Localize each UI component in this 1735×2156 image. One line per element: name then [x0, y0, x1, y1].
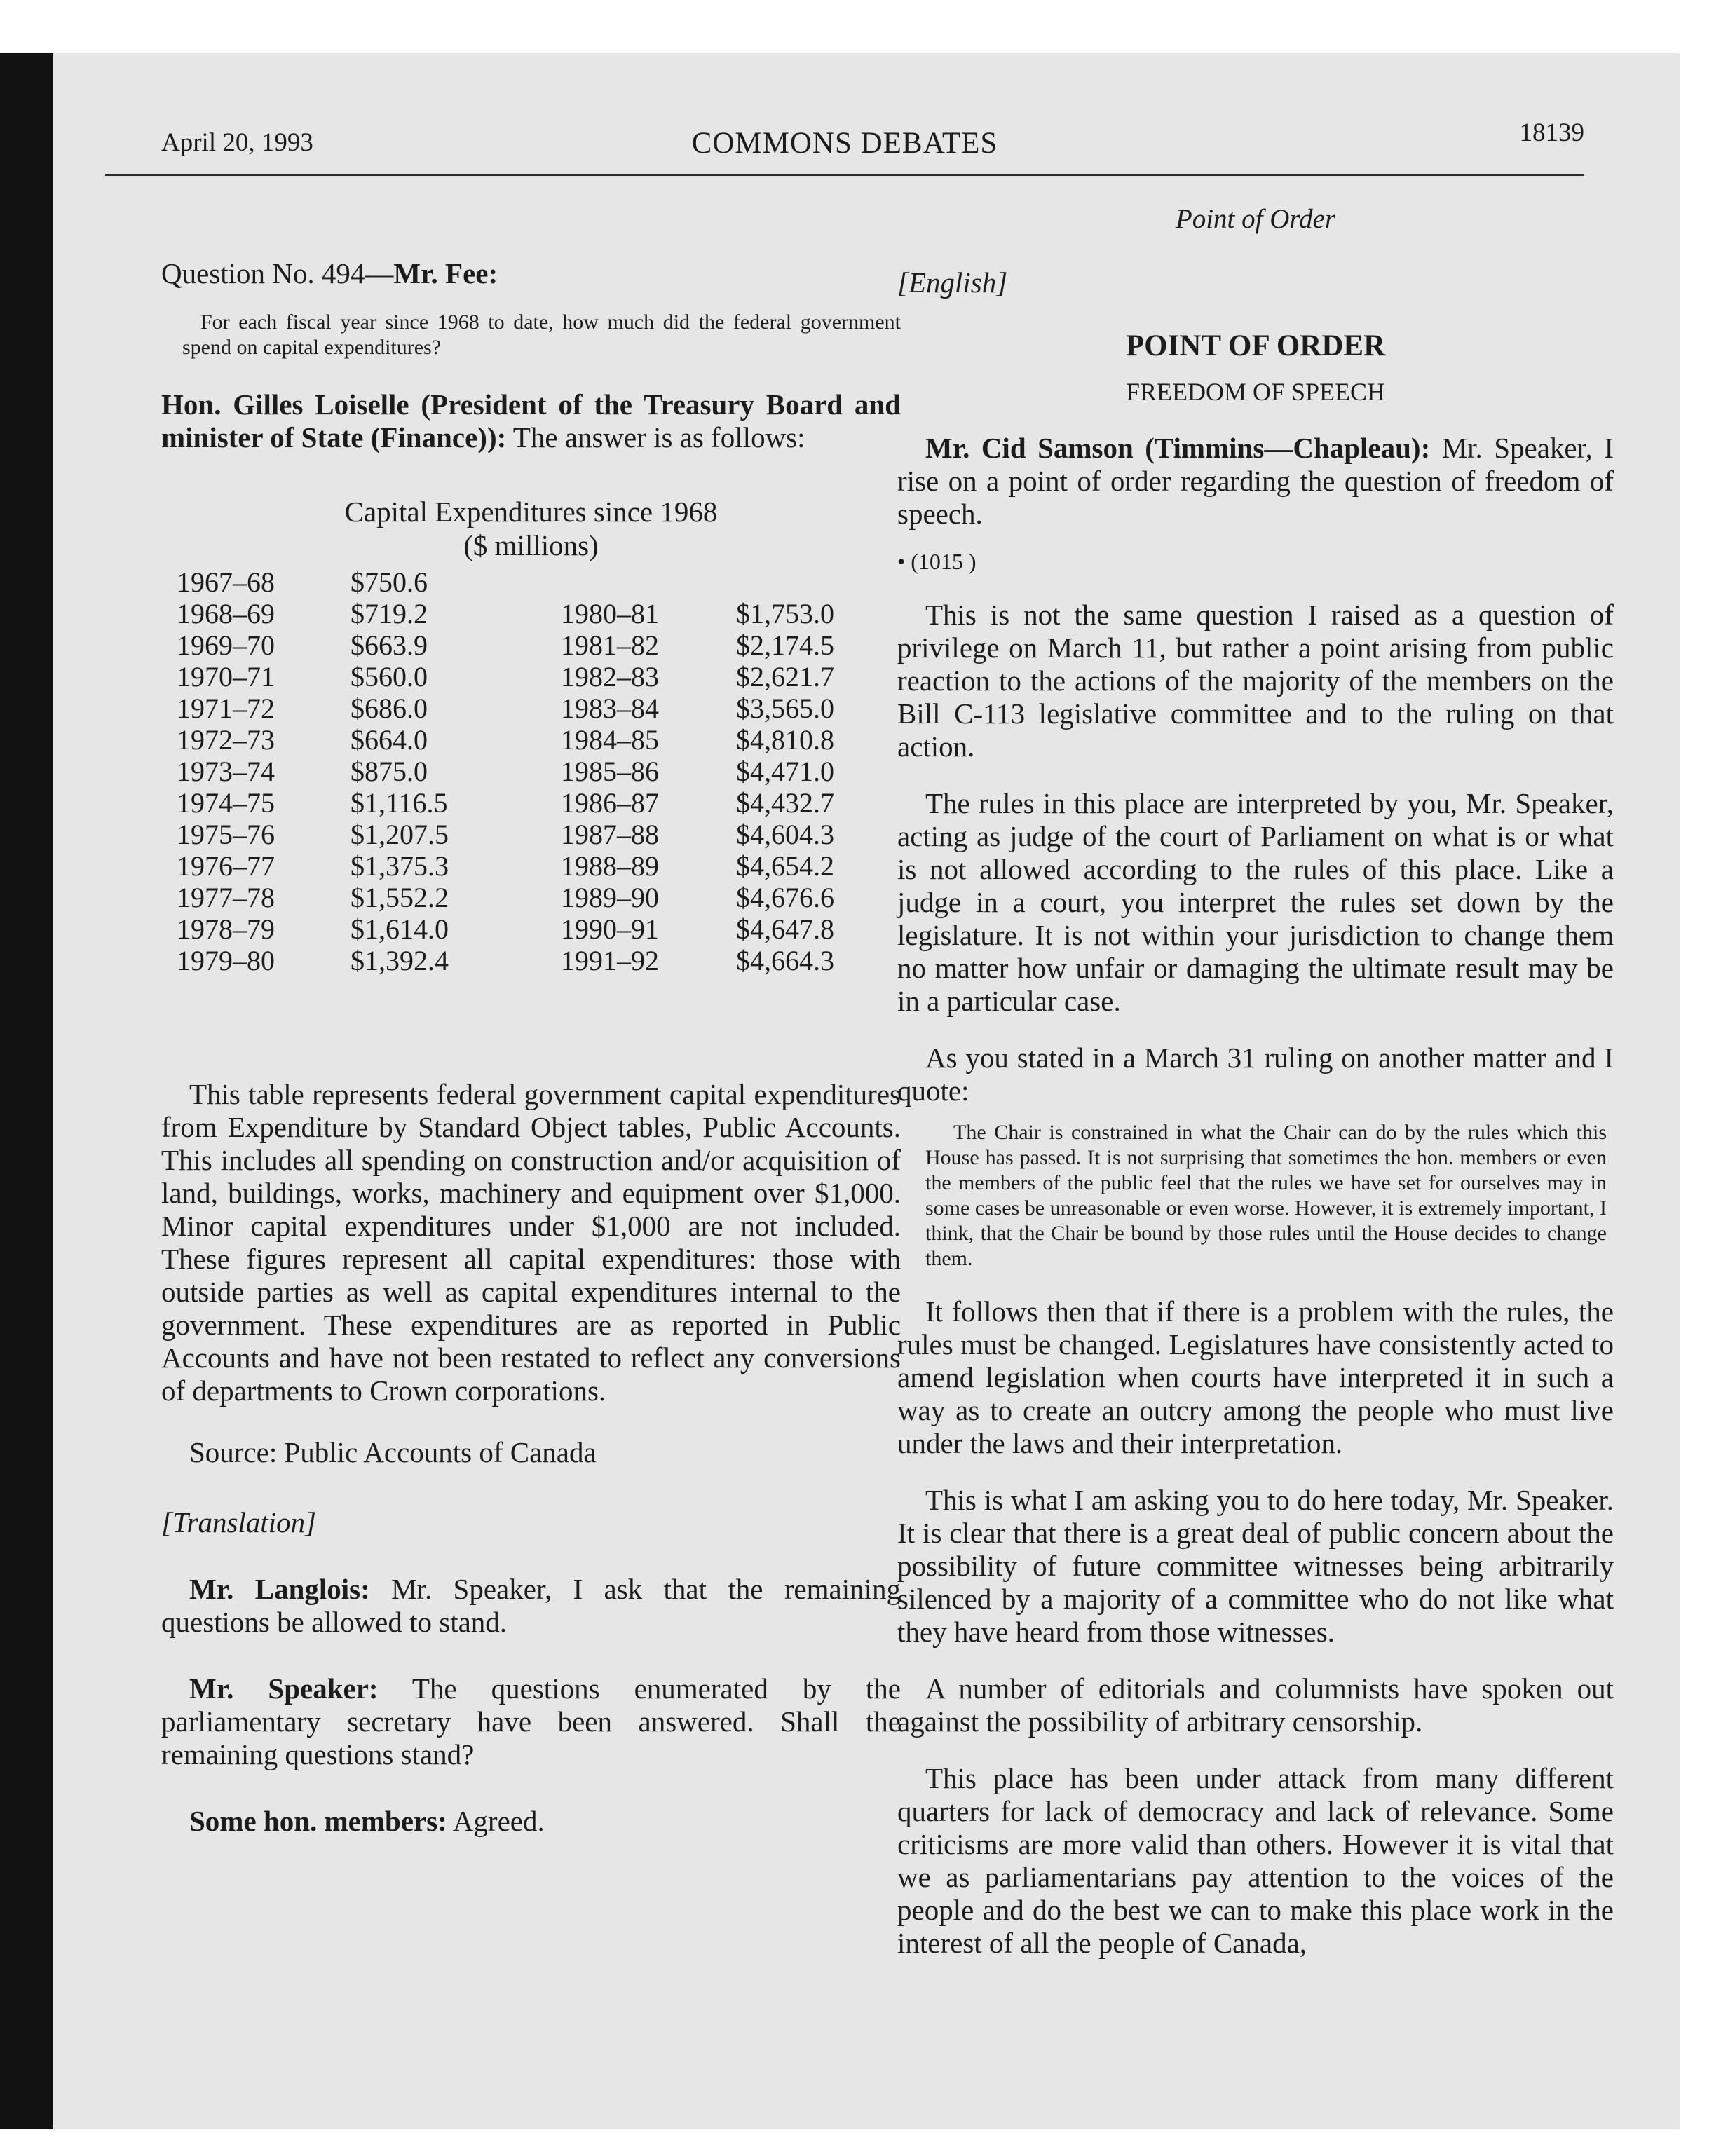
table-cell-year: 1969–70: [177, 629, 275, 661]
table-cell-year: 1989–90: [561, 882, 659, 913]
header-title: COMMONS DEBATES: [691, 127, 998, 160]
section-header: Point of Order: [1175, 204, 1336, 234]
table-cell-amount: $663.9: [351, 629, 428, 661]
table-cell-year: 1971–72: [177, 692, 275, 724]
table-cell-amount: $1,614.0: [351, 913, 449, 945]
paragraph-2: The rules in this place are interpreted by you, Mr. Speaker, acting as judge of the court of Parliament on what is or what is not allowed according to the rules of this place. Like a judge in a court, you interpret the rules set down by the legislature. It is not within your jurisdiction to change them no matter how unfair or damaging the ultimate result may be in a particular case.: [897, 787, 1614, 1017]
table-cell-amount: $4,664.3: [736, 945, 834, 976]
table-cell-year: 1973–74: [177, 756, 275, 787]
speaker-text: The questions enumerated by the parliamentary secretary have been answered. Shall the remaining questions stand?: [161, 1672, 901, 1770]
table-row: [161, 945, 901, 976]
translation-label: [Translation]: [161, 1506, 317, 1538]
speaker-speech: [161, 1672, 901, 1771]
table-cell-year: 1976–77: [177, 850, 275, 882]
table-cell-year: 1977–78: [177, 882, 275, 913]
table-cell-year: 1981–82: [561, 629, 659, 661]
paragraph-5: This is what I am asking you to do here today, Mr. Speaker. It is clear that there is a great deal of public concern about the possibility of future committee witnesses being arbitrarily silenced by a majority of a committee who do not like what they have heard from those witnesses.: [897, 1484, 1614, 1648]
table-row: [161, 787, 901, 819]
paragraph-6: A number of editorials and columnists have spoken out against the possibility of arbitrary censorship.: [897, 1672, 1614, 1738]
section-subtitle: FREEDOM OF SPEECH: [1125, 378, 1386, 406]
table-row: [161, 913, 901, 945]
table-cell-year: 1987–88: [561, 819, 659, 850]
langlois-speaker: Mr. Langlois:: [189, 1573, 370, 1605]
page-number: 18139: [1519, 118, 1584, 147]
samson-speech: [897, 432, 1614, 531]
paragraph-4: It follows then that if there is a problem with the rules, the rules must be changed. Legislatures have consistently acted to amend legislation when courts have interpreted it in such a way as to create an outcry among the people who must live under the laws and their interpretation.: [897, 1295, 1614, 1459]
table-cell-amount: $4,471.0: [736, 756, 834, 787]
table-cell-amount: $875.0: [351, 756, 428, 787]
header-date: April 20, 1993: [161, 128, 313, 157]
table-cell-year: 1991–92: [561, 945, 659, 976]
table-cell-amount: $4,432.7: [736, 787, 834, 819]
right-column: [897, 175, 1614, 1960]
table-cell-amount: $2,174.5: [736, 629, 834, 661]
table-cell-year: 1988–89: [561, 850, 659, 882]
langlois-speech: [161, 1573, 901, 1639]
table-cell-year: 1986–87: [561, 787, 659, 819]
table-cell-year: 1968–69: [177, 598, 275, 629]
table-cell-amount: $664.0: [351, 724, 428, 756]
left-column: [161, 175, 901, 1838]
quote-block: The Chair is constrained in what the Chair can do by the rules which this House has passed. It is not surprising that sometimes the hon. members or even the members of the public feel that the rules we have set for ourselves may in some cases be unreasonable or even worse. However, it is extremely important, I think, that the Chair be bound by those rules until the House decides to change them.: [925, 1121, 1607, 1270]
table-cell-year: 1979–80: [177, 945, 275, 976]
table-note: This table represents federal government capital expenditures from Expenditure by Standard Object tables, Public Accounts. This includes all spending on construction and/or acquisition of land, buildings, works, machinery and equipment over $1,000. Minor capital expenditures under $1,000 are not included. These figures represent all capital expenditures: those with outside parties as well as capital expenditures internal to the government. These expenditures are as reported in Public Accounts and have not been restated to reflect any conversions of departments to Crown corporations.: [161, 1078, 901, 1407]
table-cell-amount: $686.0: [351, 692, 428, 724]
table-cell-amount: $719.2: [351, 598, 428, 629]
scan-border: [0, 53, 53, 2129]
table-row: [161, 661, 901, 692]
table-title: Capital Expenditures since 1968: [344, 496, 718, 528]
table-row: [161, 819, 901, 850]
answer-speaker: Hon. Gilles Loiselle (President of the Treasury Board and minister of State (Finance)):: [161, 388, 901, 453]
table-cell-amount: $1,753.0: [736, 598, 834, 629]
langlois-text: Mr. Speaker, I ask that the remaining questions be allowed to stand.: [161, 1573, 901, 1638]
section-title: POINT OF ORDER: [1125, 329, 1386, 362]
table-cell-year: 1975–76: [177, 819, 275, 850]
table-row: [161, 882, 901, 913]
question-text: For each fiscal year since 1968 to date, how much did the federal government spend on capital expenditures?: [182, 311, 901, 359]
table-cell-amount: $4,604.3: [736, 819, 834, 850]
samson-speaker: Mr. Cid Samson (Timmins—Chapleau):: [925, 432, 1431, 464]
table-cell-amount: $750.6: [351, 566, 428, 598]
table-row: [161, 756, 901, 787]
table-row: [161, 629, 901, 661]
table-cell-amount: $1,552.2: [351, 882, 449, 913]
time-mark: • (1015 ): [897, 549, 977, 574]
table-cell-year: 1984–85: [561, 724, 659, 756]
table-cell-amount: $3,565.0: [736, 692, 834, 724]
table-cell-amount: $1,116.5: [351, 787, 448, 819]
table-cell-amount: $4,654.2: [736, 850, 834, 882]
table-cell-year: 1980–81: [561, 598, 659, 629]
paragraph-3: As you stated in a March 31 ruling on another matter and I quote:: [897, 1042, 1614, 1107]
english-label: [English]: [897, 266, 1008, 299]
table-cell-year: 1978–79: [177, 913, 275, 945]
paragraph-1: This is not the same question I raised as a question of privilege on March 11, but rather a point arising from public reaction to the actions of the majority of the members on the Bill C-113 legislative committee and to the ruling on that action.: [897, 599, 1614, 763]
members-speaker: Some hon. members:: [189, 1805, 447, 1837]
table-cell-year: 1982–83: [561, 661, 659, 692]
running-head: [105, 118, 1584, 176]
table-cell-amount: $1,207.5: [351, 819, 449, 850]
table-cell-year: 1967–68: [177, 566, 275, 598]
paragraph-7: This place has been under attack from many different quarters for lack of democracy and lack of relevance. Some criticisms are more valid than others. However it is vital that we as parliamentarians pay attention to the voices of the people and do the best we can to make this place work in the interest of all the people of Canada,: [897, 1762, 1614, 1959]
samson-text: Mr. Speaker, I rise on a point of order regarding the question of freedom of speech.: [897, 432, 1614, 530]
table-cell-amount: $1,392.4: [351, 945, 449, 976]
speaker-name: Mr. Speaker:: [189, 1672, 379, 1705]
answer-text: The answer is as follows:: [506, 421, 805, 453]
table-cell-year: 1972–73: [177, 724, 275, 756]
source-line: Source: Public Accounts of Canada: [189, 1436, 597, 1468]
members-speech: [161, 1805, 901, 1838]
table-row: [161, 598, 901, 629]
members-text: Agreed.: [447, 1805, 545, 1837]
table-cell-year: 1974–75: [177, 787, 275, 819]
table-row: [161, 692, 901, 724]
table-cell-year: 1990–91: [561, 913, 659, 945]
table-row: [161, 566, 901, 598]
table-cell-amount: $560.0: [351, 661, 428, 692]
table-cell-amount: $4,647.8: [736, 913, 834, 945]
table-cell-year: 1983–84: [561, 692, 659, 724]
table-row: [161, 850, 901, 882]
table-cell-amount: $1,375.3: [351, 850, 449, 882]
table-cell-year: 1970–71: [177, 661, 275, 692]
table-cell-year: 1985–86: [561, 756, 659, 787]
question-number: Question No. 494—: [161, 257, 394, 289]
table-caption: [161, 495, 901, 562]
table-unit: ($ millions): [463, 529, 599, 561]
question-member: Mr. Fee:: [393, 257, 498, 289]
table-cell-amount: $4,810.8: [736, 724, 834, 756]
table-row: [161, 724, 901, 756]
question-heading: [161, 257, 901, 290]
table-cell-amount: $4,676.6: [736, 882, 834, 913]
answer-paragraph: [161, 388, 901, 454]
table-cell-amount: $2,621.7: [736, 661, 834, 692]
expenditure-table: [161, 566, 901, 987]
